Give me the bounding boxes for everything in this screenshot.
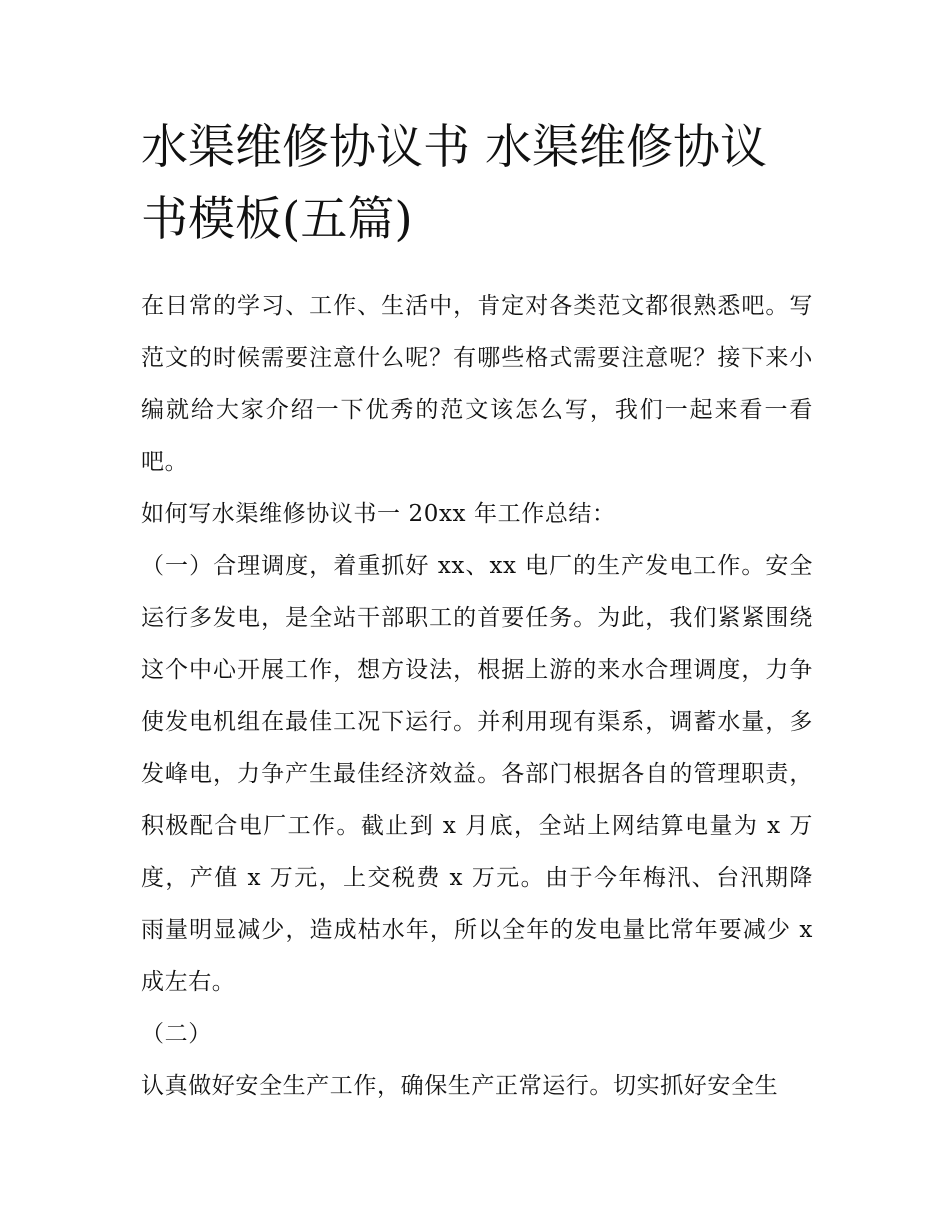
body-paragraph-2: 认真做好安全生产工作，确保生产正常运行。切实抓好安全生 (141, 1073, 779, 1099)
document-body (141, 112, 813, 1112)
intro-paragraph: 在日常的学习、工作、生活中，肯定对各类范文都很熟悉吧。写范文的时候需要注意什么呢？有哪些格式需要注意呢？接下来小编就给大家介绍一下优秀的范文该怎么写，我们一起来看一看吧。 (141, 293, 813, 475)
section-heading: 如何写水渠维修协议书一 20xx 年工作总结： (141, 501, 616, 527)
document-title: 水渠维修协议书 水渠维修协议书模板(五篇) (141, 120, 767, 247)
body-paragraph-1: （一）合理调度，着重抓好 xx、xx 电厂的生产发电工作。安全运行多发电，是全站干部职工的首要任务。为此，我们紧紧围绕这个中心开展工作，想方设法，根据上游的来水合理调度，力争使发电机组在最佳工况下运行。并利用现有渠系，调蓄水量，多发峰电，力争产生最佳经济效益。各部门根据各自的管理职责，积极配合电厂工作。截止到 x 月底，全站上网结算电量为 x 万度，产值 x 万元，上交税费 x 万元。由于今年梅汛、台汛期降雨量明显减少，造成枯水年，所以全年的发电量比常年要减少 x 成左右。 (141, 553, 813, 995)
body-paragraph-2-label: （二） (141, 1021, 212, 1047)
